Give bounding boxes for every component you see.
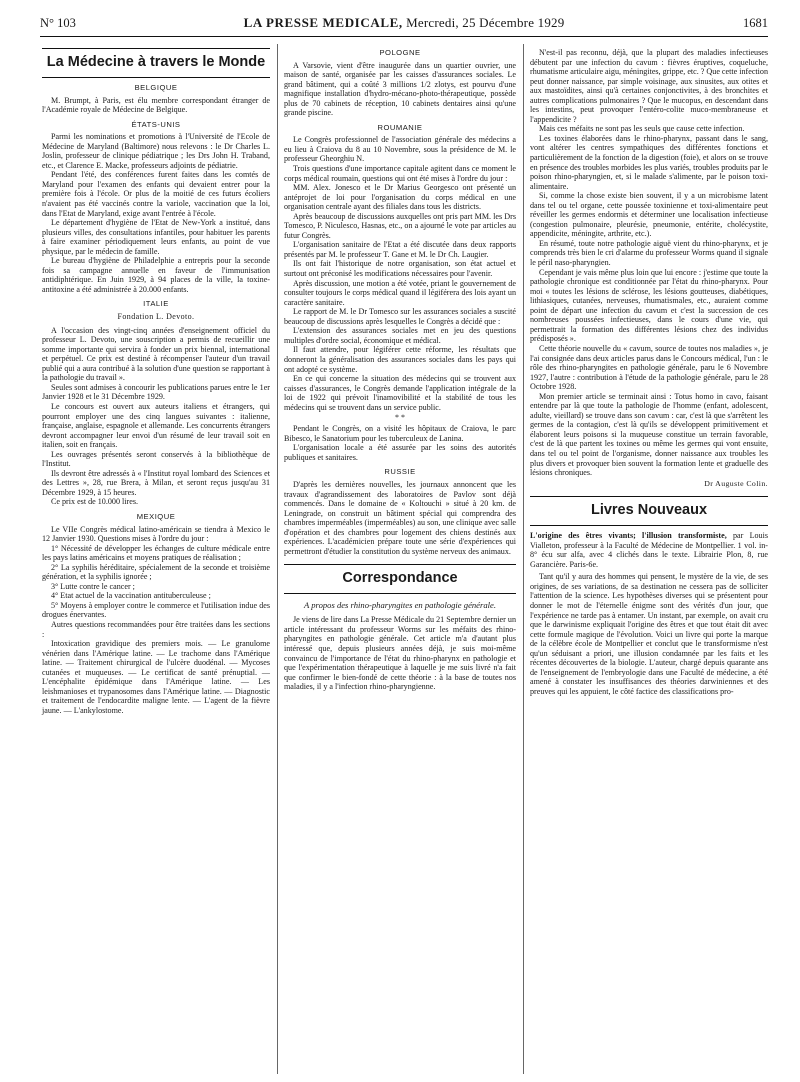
article-subtitle: A propos des rhino-pharyngites en pathologie générale.: [304, 600, 496, 611]
paragraph: Pendant l'été, des conférences furent faites dans les comtés de Maryland pour l'examen des enfants qui devaient entrer pour la première fois à l'école. Or plus de la moitié de ces futurs écoliers n'avaient pas été vaccinés contre la variole, vaccination que la loi, dans l'Etat de Maryland, exige avant l'entrée à l'école.: [42, 170, 270, 218]
section-box: [530, 496, 768, 526]
book-details: par Louis Vialleton, professeur à la Faculté de Médecine de Montpellier. 1 vol. in-8° écu sur alfa, avec 4 clichés dans le texte. Librairie Plon, 8, rue Garancière. Paris-6e.: [530, 531, 769, 569]
section-box: [42, 48, 270, 78]
section-title: La Médecine à travers le Monde: [46, 54, 266, 70]
section-box: [284, 564, 516, 594]
paragraph: 2° La syphilis héréditaire, spécialement de la seconde et troisième génération, et la syphilis ignorée ;: [42, 562, 270, 582]
journal-title: [40, 15, 768, 31]
paragraph: Le bureau d'hygiène de Philadelphie a entrepris pour la seconde fois sa campagne annuelle en faveur de l'immunisation antidiphtérique. En Juin 1929, à 94 places de la ville, la toxine-antitoxine a été administrée à 20.000 enfants.: [42, 256, 270, 294]
author-signature: Dr Auguste Colin.: [704, 478, 768, 488]
paragraph: Autres questions recommandées pour être traitées dans les sections :: [42, 619, 270, 639]
column-right: [530, 48, 768, 696]
paragraph: 1° Nécessité de développer les échanges de culture médicale entre les pays latins américains et moyens pratiques de réalisation ;: [42, 543, 270, 563]
paragraph: Le département d'hygiène de l'Etat de New-York a institué, dans plusieurs villes, des consultations infantiles, pour habituer les parents à faire examiner périodiquement leurs enfants, au point de vue physique, par le médecin de famille.: [42, 218, 270, 256]
paragraph: 4° Etat actuel de la vaccination antituberculeuse ;: [51, 591, 211, 601]
paragraph: Mais ces méfaits ne sont pas les seuls que cause cette infection.: [539, 124, 745, 134]
column-left: [42, 48, 270, 715]
paragraph: Je viens de lire dans La Presse Médicale du 21 Septembre dernier un article intéressant du professeur Worms sur les méfaits des rhino-pharyngites en pathologie générale. Cet article m'a d'autant plus intéressé que, depuis plusieurs années déjà, je suis moi-même convaincu de l'importance de l'état du rhino-pharynx en pathologie et que l'expérimentation thérapeutique à laquelle je me suis livré n'a fait que confirmer le bien-fondé de cette théorie : à la base de toutes nos maladies, il y a l'infection rhino-pharyngienne.: [284, 615, 516, 692]
section-separator: * *: [395, 413, 405, 423]
paragraph: N'est-il pas reconnu, déjà, que la plupart des maladies infectieuses débutent par une infection du cavum : fièvres éruptives, coqueluche, rhumatisme articulaire aigu, méningites, grippe, etc. ? Que cette infection peut donner naissance, par simple voisinage, aux sinusites, aux otites et aux mastoïdites, ainsi qu'à certaines conjonctivites, à des bronchites et autres complications pulmonaires ? Que le mucopus, en descendant dans les intestins, peut provoquer l'entéro-colite muco-membraneuse et l'appendicite ?: [530, 48, 768, 124]
page-header: [40, 10, 768, 37]
paragraph: L'organisation locale a été assurée par les soins des autorités publiques et sanitaires.: [284, 443, 516, 462]
paragraph: Les toxines élaborées dans le rhino-pharynx, passant dans le sang, vont altérer les centres sympathiques des différentes fonctions et particulièrement de la fonction de la digestion (foie), et alors on se trouve en présence des troubles morbides les plus variés, troubles produits par le poison rhino-pharyngien, et, si le malade s'alimente, par le poison toxi-alimentaire.: [530, 133, 769, 191]
paragraph: Il faut attendre, pour légiférer cette réforme, les résultats que donneront la généralisation des assurances sociales dans les pays qui ont adopté ce système.: [284, 345, 516, 374]
journal-name: LA PRESSE MEDICALE,: [243, 15, 403, 30]
book-reference: [530, 531, 768, 569]
paragraph: Si, comme la chose existe bien souvent, il y a un microbisme latent dans tel ou tel organe, cette poussée toxinienne et toxi-alimentaire peut réveiller les germes endormis et déterminer une localisation infectieuse (congestion pulmonaire, pleurésie, pneumonie, entérite, cholécystite, appendicite, méningite, arthrite, etc.).: [530, 191, 768, 239]
paragraph: L'organisation sanitaire de l'Etat a été discutée dans deux rapports présentés par M. le professeur T. Gane et M. le Dr Ch. Laugier.: [284, 240, 516, 259]
paragraph: Seules sont admises à concourir les publications parues entre le 1er Janvier 1928 et le 31 Décembre 1929.: [42, 382, 270, 402]
country-heading: RUSSIE: [384, 467, 416, 477]
paragraph: Mon premier article se terminait ainsi : Totus homo in cavo, faisant entendre par là que toute la pathologie de l'homme (enfant, adolescent, adulte, vieillard) se trouve dans son cavum : car, c'est là que s'arrêtent les germes de la contagion, c'est là qu'ils se développent primitivement et élaborent leurs poisons si la muqueuse constitue un terrain favorable, c'est de là que partent les toxines ou même les germes qui vont ensuite, dans tel ou tel point de l'organisme, donner naissance aux troubles les plus divers et provoquer bien souvent la formation lente et graduelle des lésions chroniques.: [530, 391, 768, 478]
column-divider: [277, 44, 278, 1074]
paragraph: En ce qui concerne la situation des médecins qui se trouvent aux caisses d'assurances, le Congrès demande l'application intégrale de la loi de 1922 qui prévoit l'inamovibilité et la stabilité de tous les médecins qui se trouvent dans un service public.: [284, 374, 516, 412]
paragraph: Tant qu'il y aura des hommes qui pensent, le mystère de la vie, de ses origines, de ses variations, de sa destination ne cessera pas de solliciter l'attention de la science. Les hypothèses diverses qui se présentent pour donner le mot de l'éternelle énigme sont des vérités d'un jour, que l'expérience ne tarde pas à entamer. Un instant, par exemple, on avait cru que le darwinisme expliquait l'origine des êtres et que tout était dit avec cette formule magique de l'évolution. Voici un livre qui porte la marque de la célèbre école de Montpellier et conclut que le transformisme n'est qu'un séduisant a priori, une illusion condamnée par les faits et les récentes découvertes de la biologie. L'auteur, chargé depuis quarante ans de l'enseignement de l'embryologie dans une Faculté de médecine, a été amené à constater les insuffisances des théories darwiniennes et des preuves qui les appuient, le côté factice des classifications pro-: [530, 572, 768, 696]
paragraph: Après discussion, une motion a été votée, priant le gouvernement de consulter toujours le corps médical quand il légiférera des lois ayant un caractère sanitaire.: [284, 278, 516, 307]
paragraph: Intoxication gravidique des premiers mois. — Le granulome vénérien dans l'Amérique latine. — Le trachome dans l'Amérique latine. — Traitement chirurgical de l'ulcère duodénal. — Mycoses cutanées et muqueuses. — Le certificat de santé prénuptial. — L'encéphalite épidémique dans l'Amérique latine. — Les leishmanioses et trypanosomes dans l'Amérique latine. — Diagnostic et traitement de l'endocardite maligne lente. — L'agent de la fièvre jaune. — L'ankylostome.: [42, 639, 270, 715]
column-divider: [523, 44, 524, 1074]
country-heading: MEXIQUE: [136, 511, 176, 521]
paragraph: Trois questions d'une importance capitale agitent dans ce moment le corps médical roumain, questions qui ont été mises à l'ordre du jour :: [284, 164, 516, 183]
country-heading: ITALIE: [143, 299, 169, 309]
journal-date: Mercredi, 25 Décembre 1929: [402, 15, 565, 30]
paragraph: D'après les dernières nouvelles, les journaux annoncent que les travaux d'agrandissement des laboratoires de Pavlov sont déjà commencés. Dans le domaine de « Koltouchi » situé à 20 km. de Leningrade, on construit un bâtiment spécial qui comprendra des chambres imperméables (imperméables) au son, une clinique avec salle d'opération et des chambres pour logement des chiens destinés aux expériences. L'académicien prépare toute une série d'expériences qui permettront d'étudier la constitution du système nerveux des animaux.: [284, 479, 516, 556]
section-title: Livres Nouveaux: [590, 502, 708, 519]
page-number: 1681: [743, 16, 768, 30]
paragraph: M. Brumpt, à Paris, est élu membre correspondant étranger de l'Académie royale de Médecine de Belgique.: [42, 95, 270, 115]
paragraph: Cependant je vais même plus loin que lui encore : j'estime que toute la pathologie chronique est conditionnée par l'état du rhino-pharynx. Pour moi « toutes les lésions de sclérose, les lésions goutteuses, diabétiques, lithiasiques, cutanées, nerveuses, rhumatismales, etc., auraient comme point de départ une infection du cavum et c'est la succession de ces nombreuses poussées infectieuses, dans le cours d'une vie, qui permettrait la formation des différentes lésions chez des individus prédisposés ».: [530, 267, 768, 344]
country-heading: BELGIQUE: [134, 83, 178, 92]
paragraph: Pendant le Congrès, on a visité les hôpitaux de Craiova, le parc Bibesco, le Sanatorium pour les tuberculeux de Lanina.: [284, 424, 516, 443]
paragraph: Les ouvrages présentés seront conservés à la bibliothèque de l'Institut.: [42, 449, 270, 469]
paragraph: A l'occasion des vingt-cinq années d'enseignement officiel du professeur L. Devoto, une souscription a permis de recueillir une somme importante qui servira à fonder un prix biennal, international et perpétuel. Ce prix est destiné à récompenser l'auteur d'un travail publié qui a aura contribué à la solution d'une question se rapportant à la pathologie du travail ».: [42, 325, 270, 383]
paragraph: Cette théorie nouvelle du « cavum, source de toutes nos maladies », je l'ai consignée dans deux articles parus dans le Concours médical, l'un : le rôle des rhino-pharyngites en pathologie générale, paru le 6 Novembre 1927, l'autre : contribution à l'étude de la pathologie générale, paru le 28 Octobre 1928.: [530, 343, 768, 392]
country-heading: POLOGNE: [379, 48, 421, 57]
paragraph: Parmi les nominations et promotions à l'Université de l'Ecole de Médecine de Maryland (Baltimore) nous relevons : le Dr Charles L. Joslin, professeur de clinique pédiatrique ; les Drs John H. Traband, etc., et Clarence E. Macke, professeurs adjoints de pédiatrie.: [42, 132, 270, 170]
paragraph: L'extension des assurances sociales met en jeu des questions multiples d'ordre social, économique et médical.: [284, 326, 516, 345]
paragraph: Le rapport de M. le Dr Tomesco sur les assurances sociales a suscité beaucoup de discussions après lesquelles le Congrès a décidé que :: [284, 307, 516, 326]
paragraph: En résumé, toute notre pathologie aiguë vient du rhino-pharynx, et je comprends très bien le cri d'alarme du professeur Worms quand il signale le péril naso-pharyngien.: [530, 238, 768, 268]
issue-number: N° 103: [40, 16, 76, 30]
country-heading: ROUMANIE: [377, 122, 423, 132]
paragraph: MM. Alex. Jonesco et le Dr Marius Georgesco ont présenté un antéprojet de loi pour l'organisation du corps médical en une organisation centrale ayant des filiales dans tous les districts.: [284, 183, 516, 212]
column-middle: [284, 48, 516, 692]
book-title: L'origine des êtres vivants; l'illusion transformiste,: [530, 531, 727, 541]
paragraph: A Varsovie, vient d'être inaugurée dans un quartier ouvrier, une maison de santé, organisée par les caisses d'assurances sociales. Le grand bâtiment, qui a coûté 3 millions 1/2 zlotys, est pourvu d'une magnifique installation d'hydro-mécano-photo-thérapeutique, possède plus de 70 cabinets de réception, 10 cabinets dentaires ainsi qu'une grande piscine.: [284, 60, 516, 118]
paragraph: 3° Lutte contre le cancer ;: [51, 581, 135, 591]
paragraph: Le VIIe Congrès médical latino-américain se tiendra à Mexico le 12 Janvier 1930. Questions mises à l'ordre du jour :: [42, 524, 270, 544]
subheading: Fondation L. Devoto.: [117, 312, 195, 322]
paragraph: Ils devront être adressés à « l'Institut royal lombard des Sciences et des Lettres », 28, rue Brera, à Milan, et seront reçus jusqu'au 31 Décembre 1929, à 15 heures.: [42, 468, 270, 497]
paragraph: Le Congrès professionnel de l'association générale des médecins a eu lieu à Craiova du 8 au 10 Novembre, sous la présidence de M. le professeur Gheorghiu N.: [284, 135, 516, 164]
paragraph: Le concours est ouvert aux auteurs italiens et étrangers, qui pourront employer une des cinq langues suivantes : italienne, française, anglaise, espagnole et allemande. Les concurrents étrangers devront accompagner leur envoi d'un résumé de leur travail soit en italien, soit en français.: [42, 401, 270, 450]
section-title: Correspondance: [342, 570, 458, 587]
paragraph: Après beaucoup de discussions auxquelles ont pris part MM. les Drs Tomesco, P. Niculesco, Hasnas, etc., on a ajourné le vote par articles au futur Congrès.: [284, 211, 516, 240]
country-heading: ÉTATS-UNIS: [131, 119, 181, 129]
paragraph: Ils ont fait l'historique de notre organisation, son état actuel et surtout ont préconisé les modifications nécessaires pour l'avenir.: [284, 259, 516, 279]
paragraph: 5° Moyens à employer contre le commerce et l'utilisation indue des drogues énervantes.: [42, 600, 270, 620]
paragraph: Ce prix est de 10.000 lires.: [51, 497, 138, 507]
